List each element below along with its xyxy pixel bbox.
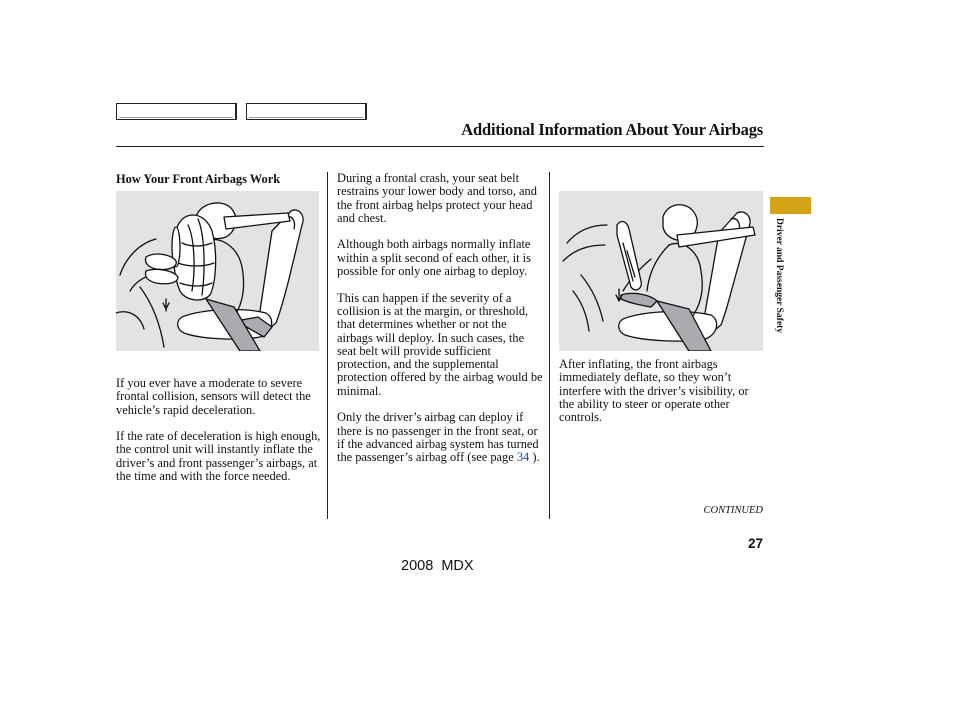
page-reference-link[interactable]: 34 [516, 450, 530, 465]
page-title: Additional Information About Your Airbags [461, 120, 763, 139]
continued-label: CONTINUED [703, 505, 763, 516]
paragraph: After inflating, the front airbags immediately deflate, so they won’t interfere with the driver’s visibility, or the ability to steer or operate other controls. [559, 357, 749, 425]
paragraph: This can happen if the severity of a collision is at the margin, or threshold, that determines whether or not the airbags will deploy. In such cases, the seat belt will provide sufficient protection, and the supplemental protection offered by the airbag would be minimal. [337, 290, 543, 398]
column-2 [337, 172, 543, 478]
paragraph [337, 411, 543, 464]
column-divider-2 [549, 172, 550, 519]
page-number: 27 [747, 536, 763, 551]
paragraph-text: Only the driver’s airbag can deploy if there is no passenger in the front seat, or if the advanced airbag system has turned the passenger’s airbag off (see page [337, 410, 539, 465]
section-tab[interactable] [770, 197, 811, 214]
section-heading: How Your Front Airbags Work [116, 172, 281, 186]
column-3 [559, 358, 765, 438]
paragraph-text-end: ). [529, 450, 540, 465]
airbag-deployed-illustration [116, 191, 319, 351]
paragraph: Although both airbags normally inflate within a split second of each other, it is possible for only one airbag to deploy. [337, 237, 531, 279]
title-rule [116, 146, 764, 147]
airbag-deflated-illustration [559, 191, 763, 351]
section-label: Driver and Passenger Safety [774, 218, 784, 333]
column-divider-1 [327, 172, 328, 519]
nav-button-2[interactable] [246, 103, 367, 120]
nav-button-1[interactable] [116, 103, 237, 120]
paragraph: During a frontal crash, your seat belt restrains your lower body and torso, and the front airbag helps protect your head and chest. [337, 171, 537, 225]
paragraph: If you ever have a moderate to severe frontal collision, sensors will detect the vehicle’s rapid deceleration. [116, 376, 311, 417]
paragraph: If the rate of deceleration is high enough, the control unit will instantly inflate the driver’s and front passenger’s airbags, at the time and with the force needed. [116, 429, 321, 484]
footer-model: 2008 MDX [401, 558, 474, 574]
